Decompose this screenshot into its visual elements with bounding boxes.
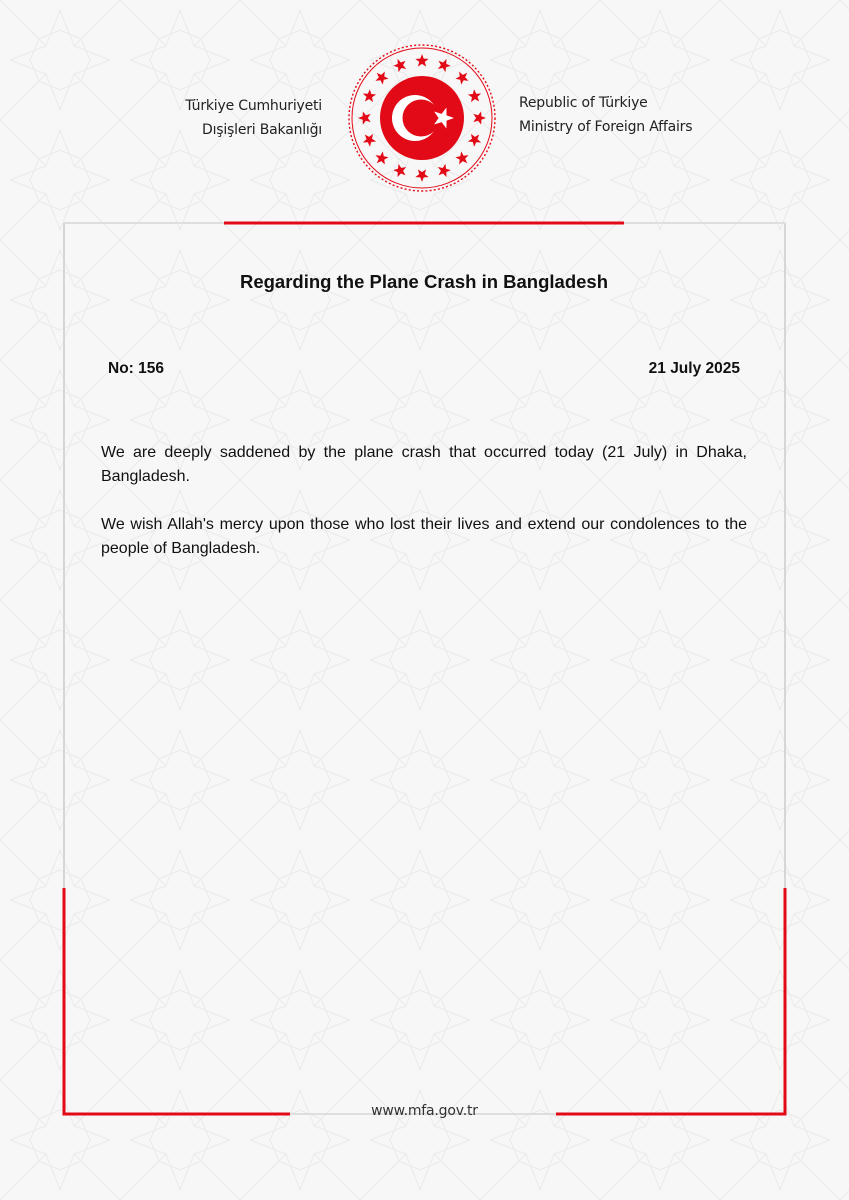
body-paragraph: We are deeply saddened by the plane crash that occurred today (21 July) in Dhaka, Bangladesh.: [101, 444, 747, 485]
footer-website: www.mfa.gov.tr: [371, 1103, 478, 1119]
header-left-line2: Dışişleri Bakanlığı: [202, 122, 322, 138]
document-number: No: 156: [108, 360, 164, 377]
header-right-line1: Republic of Türkiye: [519, 95, 648, 111]
document-date: 21 July 2025: [648, 360, 740, 377]
body-paragraph: We wish Allah's mercy upon those who lost their lives and extend our condolences to the people of Bangladesh.: [101, 516, 747, 557]
document-body: [101, 441, 747, 585]
document-title: Regarding the Plane Crash in Bangladesh: [239, 271, 609, 292]
header-left-line1: Türkiye Cumhuriyeti: [185, 98, 322, 114]
header-right-line2: Ministry of Foreign Affairs: [519, 119, 693, 135]
